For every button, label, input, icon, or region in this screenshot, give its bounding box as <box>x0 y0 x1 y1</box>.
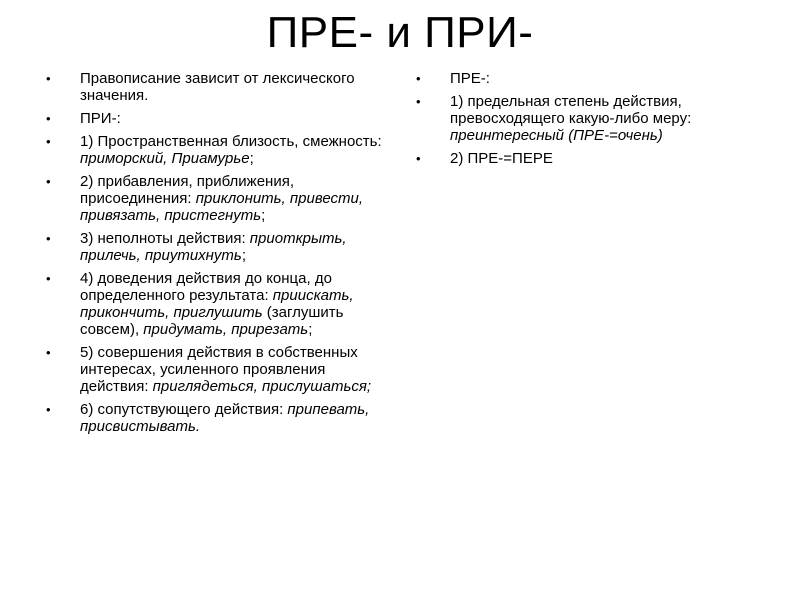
item-text: ; <box>249 150 254 167</box>
example-words: придумать, прирезать <box>143 321 309 338</box>
item-text: 2) прибавления, приближения, присоединения: <box>80 173 294 207</box>
bullet-icon: • <box>416 71 421 86</box>
example-words: приглядеться, прислушаться; <box>152 378 372 395</box>
item-text: ПРЕ-: <box>450 70 490 87</box>
left-column <box>46 70 386 441</box>
bullet-icon: • <box>46 71 51 86</box>
item-text: ; <box>241 247 246 264</box>
slide-title: ПРЕ- и ПРИ- <box>266 8 534 57</box>
left-bullet-list <box>46 70 386 435</box>
item-text: ; <box>261 207 266 224</box>
item-text: Правописание зависит от лексического значения. <box>80 70 355 104</box>
bullet-icon: • <box>46 345 51 360</box>
list-item <box>46 344 386 395</box>
list-item <box>46 70 386 104</box>
item-text: 6) сопутствующего действия: <box>80 401 288 418</box>
right-bullet-list <box>416 70 746 167</box>
list-item <box>416 70 746 87</box>
item-text: 2) ПРЕ-=ПЕРЕ <box>450 150 553 167</box>
example-words: преинтересный (ПРЕ-=очень) <box>450 127 663 144</box>
example-words: припевать, присвистывать. <box>80 401 370 435</box>
list-item <box>46 110 386 127</box>
item-text: 3) неполноты действия: <box>80 230 250 247</box>
bullet-icon: • <box>46 174 51 189</box>
example-words: приискать, прикончить, приглушить <box>80 287 354 321</box>
item-text: 4) доведения действия до конца, до определенного результата: <box>80 270 332 304</box>
list-item <box>46 133 386 167</box>
list-item <box>46 270 386 338</box>
item-text: (заглушить совсем), <box>80 304 344 338</box>
bullet-icon: • <box>46 271 51 286</box>
bullet-icon: • <box>46 111 51 126</box>
example-words: приклонить, привести, привязать, пристегнуть <box>80 190 364 224</box>
bullet-icon: • <box>416 151 421 166</box>
item-text: ПРИ-: <box>80 110 121 127</box>
item-text: ; <box>308 321 313 338</box>
list-item <box>46 401 386 435</box>
right-column <box>416 70 746 173</box>
bullet-icon: • <box>416 94 421 109</box>
example-words: приморский, Приамурье <box>80 150 250 167</box>
item-text: 1) Пространственная близость, смежность: <box>80 133 382 150</box>
list-item <box>416 93 746 144</box>
item-text: 1) предельная степень действия, превосходящего какую-либо меру: <box>450 93 692 127</box>
bullet-icon: • <box>46 402 51 417</box>
list-item <box>46 173 386 224</box>
bullet-icon: • <box>46 231 51 246</box>
list-item <box>46 230 386 264</box>
bullet-icon: • <box>46 134 51 149</box>
list-item <box>416 150 746 167</box>
example-words: приоткрыть, прилечь, приутихнуть <box>80 230 347 264</box>
item-text: 5) совершения действия в собственных интересах, усиленного проявления действия: <box>80 344 358 395</box>
